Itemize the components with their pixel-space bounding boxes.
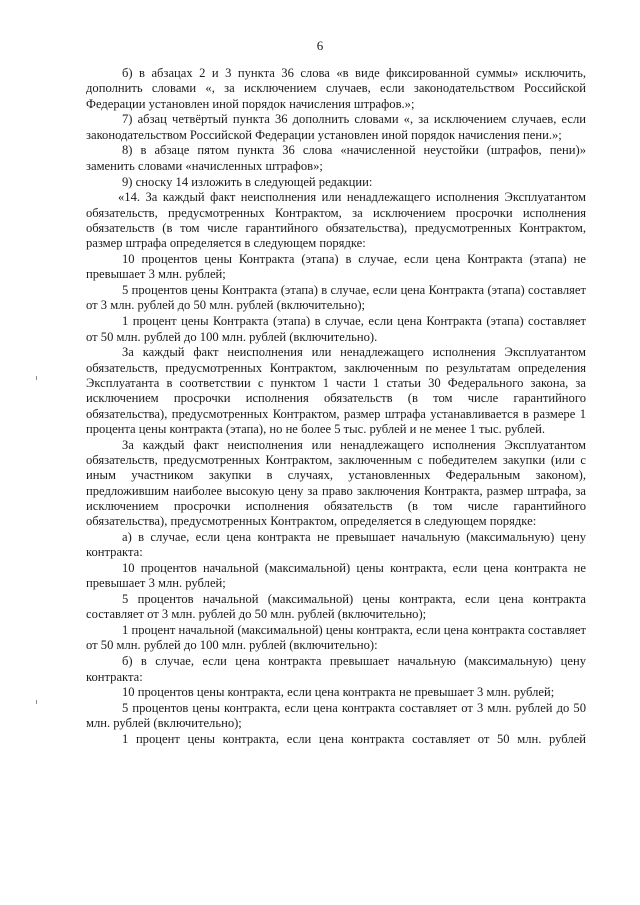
margin-mark xyxy=(36,376,37,380)
paragraph: «14. За каждый факт неисполнения или ненадлежащего исполнения Эксплуатантом обязательств, предусмотренных Контрактом, за исключением просрочки исполнения обязательств (в том числе гарантийного обязательства), предусмотренных Контрактом, размер штрафа определяется в следующем порядке: xyxy=(86,190,586,251)
paragraph: 1 процент цены Контракта (этапа) в случае, если цена Контракта (этапа) составляет от 50 млн. рублей до 100 млн. рублей (включительно). xyxy=(86,314,586,344)
paragraph: 9) сноску 14 изложить в следующей редакции: xyxy=(122,174,373,189)
paragraph: 5 процентов начальной (максимальной) цены контракта, если цена контракта составляет от 3 млн. рублей до 50 млн. рублей (включительно); xyxy=(86,592,586,622)
paragraph: б) в случае, если цена контракта превышает начальную (максимальную) цену контракта: xyxy=(86,654,586,684)
paragraph: 5 процентов цены Контракта (этапа) в случае, если цена Контракта (этапа) составляет от 3 млн. рублей до 50 млн. рублей (включительно); xyxy=(86,283,586,313)
paragraph: 1 процент начальной (максимальной) цены контракта, если цена контракта составляет от 50 млн. рублей до 100 млн. рублей (включительно): xyxy=(86,623,586,653)
paragraph: 5 процентов цены контракта, если цена контракта составляет от 3 млн. рублей до 50 млн. рублей (включительно); xyxy=(86,701,586,731)
paragraph: 8) в абзаце пятом пункта 36 слова «начисленной неустойки (штрафов, пени)» заменить словами «начисленных штрафов»; xyxy=(86,143,586,173)
paragraph: 10 процентов цены Контракта (этапа) в случае, если цена Контракта (этапа) не превышает 3 млн. рублей; xyxy=(86,252,586,282)
paragraph: 10 процентов цены контракта, если цена контракта не превышает 3 млн. рублей; xyxy=(122,685,555,700)
paragraph: 1 процент цены контракта, если цена контракта составляет от 50 млн. рублей xyxy=(122,732,586,747)
paragraph: За каждый факт неисполнения или ненадлежащего исполнения Эксплуатантом обязательств, предусмотренных Контрактом, заключенным по результатам определения Эксплуатанта в соответствии с пунктом 1 части 1 статьи 30 Федерального закона, за исключением просрочки исполнения обязательств (в том числе гарантийного обязательства), предусмотренных Контрактом, размер штрафа устанавливается в размере 1 процента цены контракта (этапа), но не более 5 тыс. рублей и не менее 1 тыс. рублей. xyxy=(86,345,586,436)
paragraph: б) в абзацах 2 и 3 пункта 36 слова «в виде фиксированной суммы» исключить, дополнить словами «, за исключением случаев, если законодательством Российской Федерации установлен иной порядок начисления штрафов.»; xyxy=(86,66,586,111)
document-body xyxy=(86,66,586,748)
paragraph: 7) абзац четвёртый пункта 36 дополнить словами «, за исключением случаев, если законодательством Российской Федерации установлен иной порядок начисления пени.»; xyxy=(86,112,586,142)
page-number: 6 xyxy=(316,38,324,53)
paragraph: 10 процентов начальной (максимальной) цены контракта, если цена контракта не превышает 3 млн. рублей; xyxy=(86,561,586,591)
paragraph: За каждый факт неисполнения или ненадлежащего исполнения Эксплуатантом обязательств, предусмотренных Контрактом, заключенным с победителем закупки (или с иным участником закупки в случаях, установленных Федеральным законом), предложившим наиболее высокую цену за право заключения Контракта, размер штрафа, за исключением просрочки исполнения обязательств (в том числе гарантийного обязательства), предусмотренных Контрактом, определяется в следующем порядке: xyxy=(86,437,586,529)
paragraph: а) в случае, если цена контракта не превышает начальную (максимальную) цену контракта: xyxy=(86,529,586,560)
margin-mark xyxy=(36,700,37,704)
